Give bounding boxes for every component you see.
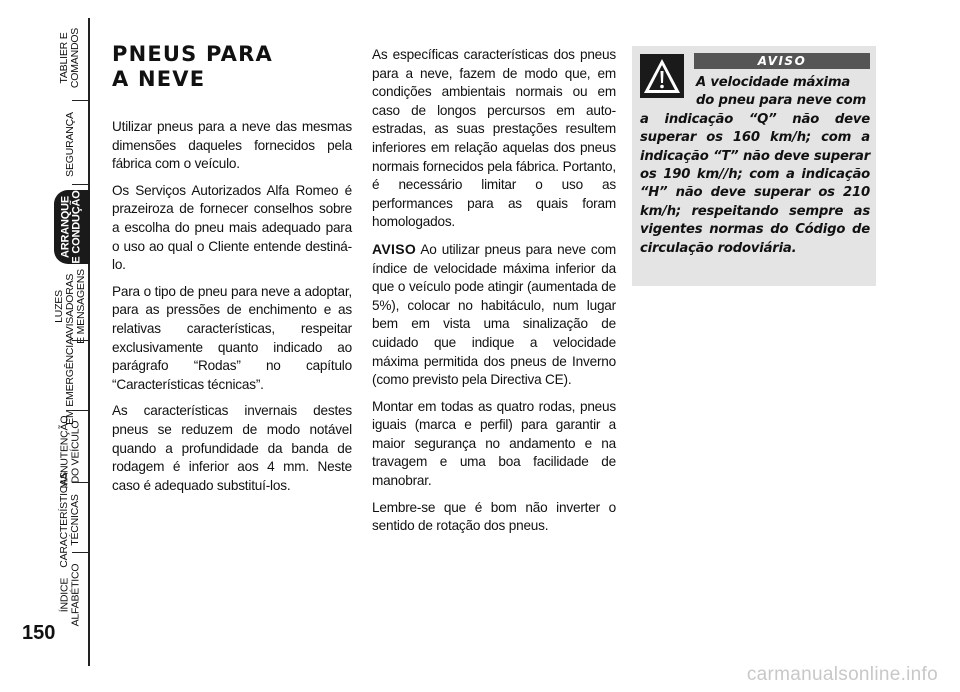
sidebar-line [88, 18, 90, 666]
warning-header: AVISO [694, 53, 870, 69]
tab-seguranca[interactable] [52, 108, 88, 180]
tab-divider [72, 100, 90, 101]
page-number: 150 [22, 622, 56, 644]
tab-em-emergencia[interactable] [52, 337, 88, 425]
aviso-label: AVISO [372, 240, 417, 257]
watermark: carmanualsonline.info [746, 664, 938, 685]
tab-label-line: COMANDOS [69, 27, 81, 89]
tab-divider [72, 410, 90, 411]
section-title [112, 42, 352, 92]
tab-luzes-avisadoras[interactable] [52, 268, 88, 344]
warning-line: A velocidade máxima [696, 75, 851, 90]
tab-arranque-conducao[interactable] [54, 190, 90, 264]
tab-divider [72, 552, 90, 553]
paragraph: As específicas características dos pneus para a neve, fazem de modo que, em condições ambientais normais ou em caso de longos percursos em auto-estradas, as suas prestações resultem inferiores em relação aquelas dos pneus normais fornecidos pela fábrica. Portanto, é necessário limitar o uso as performances para as quais foram homologados. [372, 47, 616, 230]
tab-label-line: SEGURANÇA [63, 111, 76, 177]
tab-label-line: CARACTERÍSTICAS [58, 472, 71, 568]
tab-label-line: AVISADORAS [63, 273, 76, 339]
tab-divider [72, 184, 90, 185]
warning-line: a indicação “Q” não deve superar os 160 km/h; com a indicação “T” não deve superar os 190 km//h; com a indicação “H” não deve superar os 210 km/h; respeitando sempre as vigentes normas do Código de circulação rodoviária. [640, 111, 870, 256]
tab-label-line: DO VEÍCULO [69, 420, 82, 484]
tab-caracteristicas-tecnicas[interactable] [52, 472, 88, 568]
paragraph: Montar em todas as quatro rodas, pneus iguais (marca e perfil) para garantir a maior segurança no andamento e na travagem e uma boa facilidade de manobrar. [372, 398, 616, 489]
aviso-paragraph [372, 240, 616, 390]
paragraph: Os Serviços Autorizados Alfa Romeo é prazeiroza de fornecer conselhos sobre a escolha do pneu mais adequado para o uso ao qual o Cliente entende destiná-lo. [112, 182, 352, 273]
title-line: A NEVE [112, 67, 206, 91]
tab-tablier-comandos[interactable] [52, 22, 88, 94]
chapter-sidebar [0, 0, 100, 692]
tab-label-line: TÉCNICAS [69, 494, 82, 546]
warning-text [640, 74, 870, 258]
tab-label-line: ARRANQUE [60, 196, 73, 258]
title-line: PNEUS PARA [112, 42, 273, 66]
tab-label-line: TABLIER E [58, 32, 70, 84]
tab-label-line: MANUTENÇÃO [58, 415, 71, 489]
paragraph: Utilizar pneus para a neve das mesmas dimensões daqueles fornecidos pela fábrica com o veículo. [112, 119, 352, 172]
aviso-text: Ao utilizar pneus para neve com índice de velocidade máxima inferior da que o veículo pode atingir (aumentada de 5%), colocar no habitáculo, num lugar bem em vista uma sinalização de cuidado que indique a velocidade máxima permitida dos pneus de Inverno (como previsto pela Directiva CE). [372, 241, 617, 388]
tab-label-line: EM EMERGÊNCIA [63, 337, 76, 425]
tab-indice-alfabetico[interactable] [52, 558, 88, 632]
tab-label-line: E CONDUÇÃO [71, 190, 84, 264]
tab-label-line: LUZES [52, 289, 65, 323]
column-left [112, 40, 352, 503]
paragraph: Lembre-se que é bom não inverter o sentido de rotação dos pneus. [372, 499, 616, 534]
tab-label-line: ALFABÉTICO [69, 563, 81, 627]
paragraph: Para o tipo de pneu para neve a adoptar, para as pressões de enchimento e as relativas características, respeitar exclusivamente quanto indicado ao parágrafo “Rodas” no capítulo “Características técnicas”. [112, 283, 352, 392]
warning-box [632, 46, 876, 286]
warning-line: do pneu para neve com [696, 93, 867, 109]
tab-label-line: E MENSAGENS [74, 268, 87, 344]
paragraph: As características invernais destes pneus se reduzem de modo notável quando a profundidade da banda de rodagem é inferior aos 4 mm. Neste caso é adequado substituí-los. [112, 403, 352, 493]
tab-label-line: ÍNDICE [58, 577, 70, 613]
column-middle [372, 46, 616, 544]
